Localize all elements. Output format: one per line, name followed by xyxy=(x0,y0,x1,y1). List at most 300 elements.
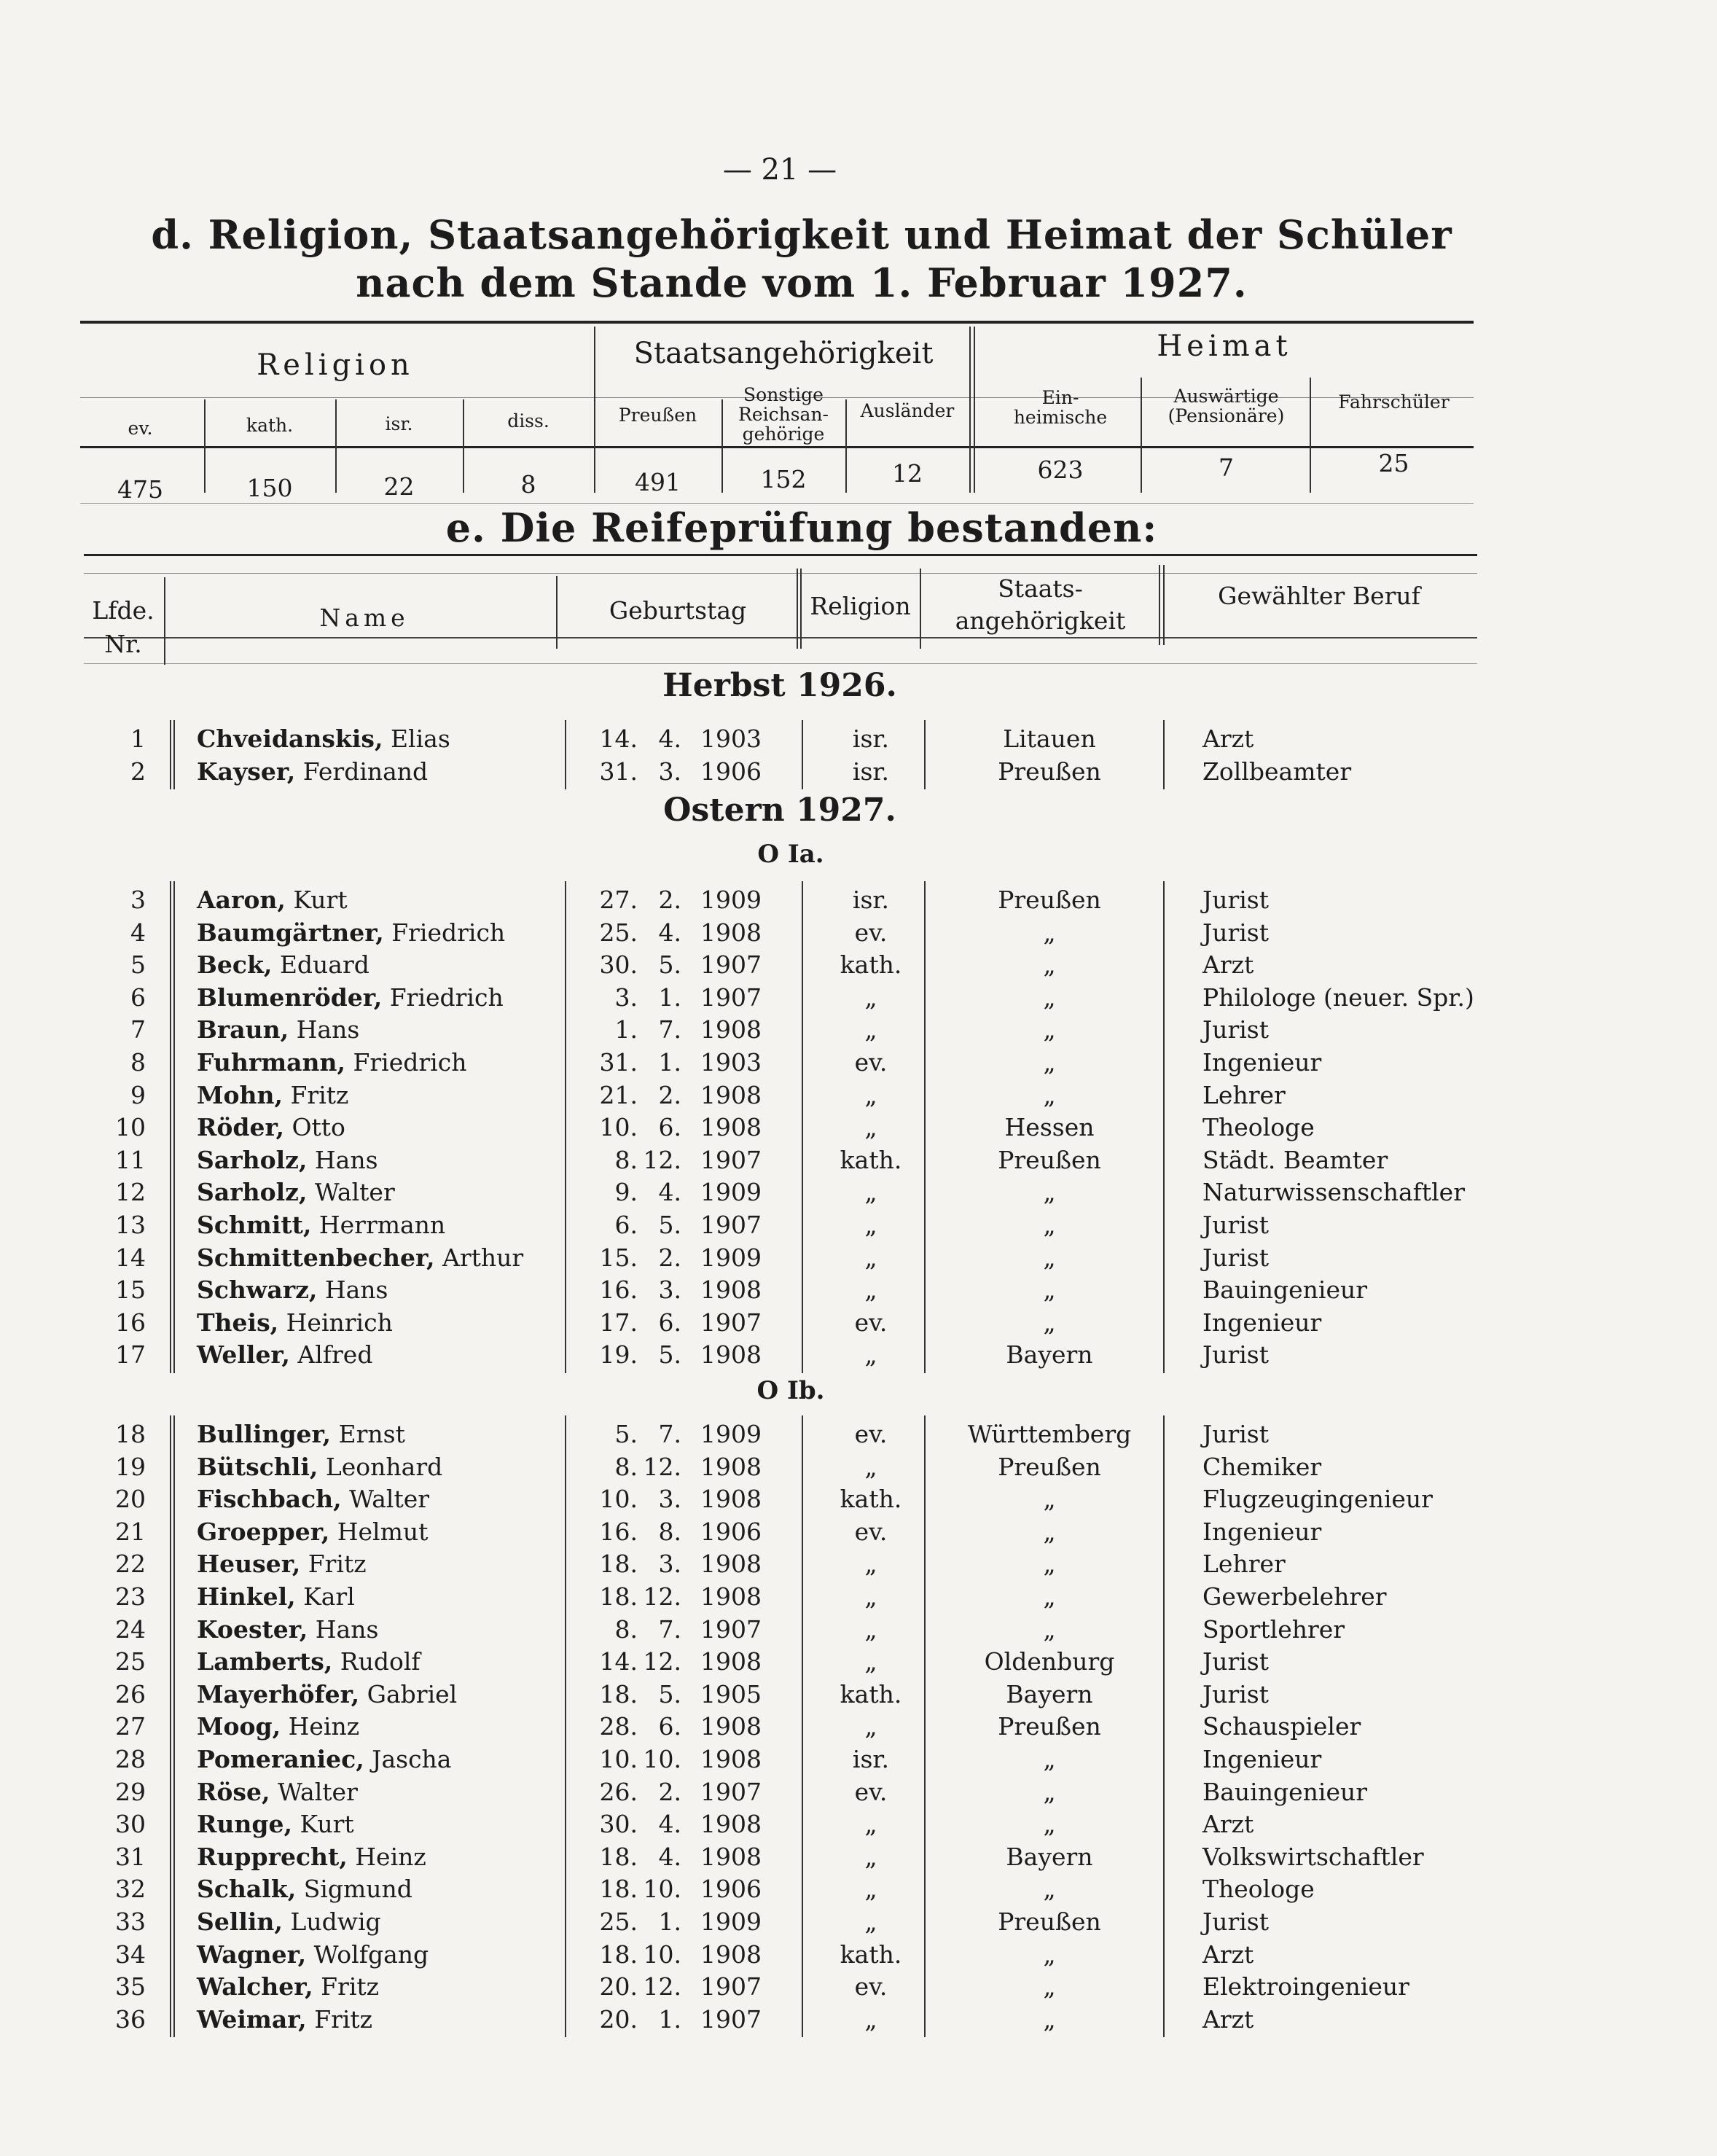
table-row xyxy=(0,1144,1717,1176)
student-given-name: Fritz xyxy=(308,1550,367,1579)
staatsangehoerigkeit: Preußen xyxy=(998,1145,1101,1174)
birth-day: 27. xyxy=(599,886,638,914)
religion: „ xyxy=(864,1810,877,1839)
birth-day: 26. xyxy=(599,1777,638,1806)
birth-month: 1. xyxy=(658,983,681,1012)
religion: ev. xyxy=(854,1517,888,1546)
student-name xyxy=(197,2004,372,2036)
gewaehlter-beruf: Gewerbelehrer xyxy=(1202,1582,1387,1611)
student-surname: Hinkel, xyxy=(197,1582,296,1611)
student-surname: Theis, xyxy=(197,1308,279,1337)
student-given-name: Hans xyxy=(315,1614,379,1644)
row-number: 8 xyxy=(130,1048,146,1077)
staatsangehoerigkeit: Hessen xyxy=(1004,1113,1095,1142)
religion: isr. xyxy=(852,1745,890,1773)
page-number: — 21 — xyxy=(722,153,837,187)
birth-date xyxy=(598,1808,794,1840)
student-given-name: Leonhard xyxy=(325,1452,443,1481)
student-surname: Lamberts, xyxy=(197,1647,333,1676)
birth-day: 30. xyxy=(599,950,638,980)
birth-month: 3. xyxy=(658,1276,681,1305)
table-d-divider xyxy=(204,399,206,493)
table-row xyxy=(0,1548,1717,1580)
birth-month: 8. xyxy=(658,1517,681,1546)
table-d-divider xyxy=(335,399,337,493)
birth-month: 10. xyxy=(643,1940,681,1969)
student-name xyxy=(197,1483,429,1515)
col-sonstige: Sonstige Reichsan-gehörige xyxy=(738,384,829,445)
birth-day: 10. xyxy=(599,1485,638,1514)
row-number: 24 xyxy=(115,1614,146,1644)
student-name xyxy=(197,723,450,755)
gewaehlter-beruf: Naturwissenschaftler xyxy=(1202,1178,1465,1207)
birth-day: 20. xyxy=(599,1972,638,2001)
staatsangehoerigkeit: Bayern xyxy=(1006,1679,1093,1708)
col-kath: kath. xyxy=(246,415,294,436)
student-given-name: Hans xyxy=(324,1276,388,1305)
student-surname: Fuhrmann, xyxy=(197,1048,345,1077)
group-religion: Religion xyxy=(257,348,414,382)
gewaehlter-beruf: Jurist xyxy=(1202,1679,1270,1708)
birth-day: 6. xyxy=(614,1211,638,1239)
religion: isr. xyxy=(852,886,890,914)
staatsangehoerigkeit: „ xyxy=(1043,1015,1056,1044)
birth-date xyxy=(598,917,794,949)
table-row xyxy=(0,1939,1717,1971)
student-given-name: Gabriel xyxy=(367,1679,458,1708)
student-name xyxy=(197,1516,428,1548)
row-number: 11 xyxy=(115,1145,146,1174)
religion: ev. xyxy=(854,1420,888,1448)
religion: „ xyxy=(864,1647,877,1676)
table-row xyxy=(0,1581,1717,1613)
row-number: 7 xyxy=(130,1015,146,1044)
student-name xyxy=(197,1176,395,1208)
religion: ev. xyxy=(854,918,888,947)
gewaehlter-beruf: Jurist xyxy=(1202,1907,1270,1936)
religion: „ xyxy=(864,1875,877,1904)
birth-date xyxy=(598,1971,794,2003)
table-row xyxy=(0,982,1717,1014)
table-d-divider xyxy=(969,327,971,493)
religion: „ xyxy=(864,1080,877,1109)
staatsangehoerigkeit: „ xyxy=(1043,1211,1056,1239)
gewaehlter-beruf: Theologe xyxy=(1202,1113,1315,1142)
religion: ev. xyxy=(854,1308,888,1337)
birth-year: 1908 xyxy=(700,1647,762,1676)
student-surname: Bütschli, xyxy=(197,1452,318,1481)
birth-date xyxy=(598,1144,794,1176)
birth-day: 31. xyxy=(599,1048,638,1077)
birth-month: 3. xyxy=(658,1485,681,1514)
birth-date xyxy=(598,2004,794,2036)
religion: kath. xyxy=(840,950,902,980)
birth-year: 1908 xyxy=(700,1080,762,1109)
student-surname: Mayerhöfer, xyxy=(197,1679,360,1708)
col-einheimische: Ein-heimische xyxy=(1013,387,1108,428)
table-d-header-rule xyxy=(80,446,1474,448)
birth-date xyxy=(598,1242,794,1274)
birth-day: 18. xyxy=(599,1842,638,1871)
birth-day: 8. xyxy=(614,1145,638,1174)
birth-year: 1907 xyxy=(700,2004,762,2034)
gewaehlter-beruf: Arzt xyxy=(1202,724,1254,753)
student-surname: Runge, xyxy=(197,1810,292,1839)
birth-month: 1. xyxy=(658,1048,681,1077)
birth-month: 1. xyxy=(658,2004,681,2034)
gewaehlter-beruf: Philologe (neuer. Spr.) xyxy=(1202,983,1474,1012)
table-row xyxy=(0,917,1717,949)
gewaehlter-beruf: Theologe xyxy=(1202,1875,1315,1904)
religion: „ xyxy=(864,1113,877,1142)
religion: „ xyxy=(864,1340,877,1370)
row-number: 18 xyxy=(115,1420,146,1448)
staatsangehoerigkeit: Preußen xyxy=(998,1712,1101,1741)
staatsangehoerigkeit: „ xyxy=(1043,1810,1056,1839)
row-number: 36 xyxy=(115,2004,146,2034)
value-sonstige: 152 xyxy=(760,465,807,493)
row-number: 35 xyxy=(115,1972,146,2001)
staatsangehoerigkeit: „ xyxy=(1043,1550,1056,1579)
student-name xyxy=(197,1873,412,1905)
row-number: 34 xyxy=(115,1940,146,1969)
student-surname: Beck, xyxy=(197,950,273,980)
table-row xyxy=(0,1307,1717,1339)
gewaehlter-beruf: Ingenieur xyxy=(1202,1745,1322,1773)
student-name xyxy=(197,1646,421,1678)
table-row xyxy=(0,1906,1717,1938)
birth-month: 7. xyxy=(658,1614,681,1644)
row-number: 2 xyxy=(130,757,146,786)
student-given-name: Friedrich xyxy=(353,1048,467,1077)
birth-month: 6. xyxy=(658,1712,681,1741)
student-surname: Walcher, xyxy=(197,1972,313,2001)
student-name xyxy=(197,1679,457,1711)
birth-day: 10. xyxy=(599,1745,638,1773)
birth-date xyxy=(598,723,794,755)
section-d-title-line1: d. Religion, Staatsangehörigkeit und Heimat der Schüler xyxy=(151,211,1452,258)
birth-date xyxy=(598,1307,794,1339)
religion: kath. xyxy=(840,1485,902,1514)
birth-month: 10. xyxy=(643,1875,681,1904)
student-surname: Heuser, xyxy=(197,1550,301,1579)
student-name xyxy=(197,1614,378,1646)
birth-day: 16. xyxy=(599,1276,638,1305)
col-beruf: Gewählter Beruf xyxy=(1218,582,1420,610)
table-row xyxy=(0,1079,1717,1112)
table-e-divider xyxy=(1159,565,1160,645)
student-surname: Blumenröder, xyxy=(197,983,383,1012)
student-name xyxy=(197,884,348,916)
birth-date xyxy=(598,1516,794,1548)
staatsangehoerigkeit: Preußen xyxy=(998,886,1101,914)
gewaehlter-beruf: Ingenieur xyxy=(1202,1308,1322,1337)
student-given-name: Hans xyxy=(296,1015,360,1044)
student-surname: Schalk, xyxy=(197,1875,297,1904)
student-name xyxy=(197,1808,354,1840)
table-row xyxy=(0,1418,1717,1450)
birth-year: 1906 xyxy=(700,1517,762,1546)
gewaehlter-beruf: Zollbeamter xyxy=(1202,757,1352,786)
student-surname: Schmitt, xyxy=(197,1211,312,1239)
birth-year: 1907 xyxy=(700,1777,762,1806)
table-e-top-rule xyxy=(84,554,1477,556)
birth-date xyxy=(598,1939,794,1971)
birth-date xyxy=(598,1079,794,1112)
birth-year: 1907 xyxy=(700,1211,762,1239)
section-e-title: e. Die Reifeprüfung bestanden: xyxy=(445,504,1158,551)
student-given-name: Helmut xyxy=(337,1517,429,1546)
birth-year: 1908 xyxy=(700,1582,762,1611)
birth-date xyxy=(598,1112,794,1144)
student-given-name: Otto xyxy=(292,1113,345,1142)
value-auswaertige: 7 xyxy=(1219,453,1234,482)
birth-day: 28. xyxy=(599,1712,638,1741)
student-given-name: Karl xyxy=(303,1582,355,1611)
col-staatsangehoerigkeit: Staats- angehörigkeit xyxy=(955,574,1126,635)
row-number: 12 xyxy=(115,1178,146,1207)
table-d-divider xyxy=(845,399,847,493)
religion: kath. xyxy=(840,1679,902,1708)
table-row xyxy=(0,1014,1717,1046)
staatsangehoerigkeit: „ xyxy=(1043,1178,1056,1207)
student-given-name: Walter xyxy=(349,1485,430,1514)
table-e-divider xyxy=(800,569,802,649)
student-surname: Wagner, xyxy=(197,1940,307,1969)
table-row xyxy=(0,1451,1717,1483)
table-row xyxy=(0,1841,1717,1873)
birth-year: 1908 xyxy=(700,1550,762,1579)
group-staatsangehoerigkeit: Staatsangehörigkeit xyxy=(633,337,934,370)
table-d-divider xyxy=(721,399,723,493)
staatsangehoerigkeit: Bayern xyxy=(1006,1842,1093,1871)
table-d-top-rule xyxy=(80,321,1474,324)
student-surname: Sellin, xyxy=(197,1907,283,1936)
birth-day: 18. xyxy=(599,1582,638,1611)
birth-month: 10. xyxy=(643,1745,681,1773)
col-preussen: Preußen xyxy=(618,405,697,426)
birth-day: 16. xyxy=(599,1517,638,1546)
student-given-name: Arthur xyxy=(442,1243,524,1272)
birth-year: 1908 xyxy=(700,918,762,947)
birth-date xyxy=(598,1209,794,1241)
student-surname: Aaron, xyxy=(197,886,286,914)
table-row xyxy=(0,1483,1717,1515)
birth-day: 30. xyxy=(599,1810,638,1839)
birth-day: 20. xyxy=(599,2004,638,2034)
birth-date xyxy=(598,1743,794,1776)
row-number: 4 xyxy=(130,918,146,947)
staatsangehoerigkeit: „ xyxy=(1043,1080,1056,1109)
gewaehlter-beruf: Volkswirtschaftler xyxy=(1202,1842,1424,1871)
student-name xyxy=(197,1144,378,1176)
table-row xyxy=(0,2004,1717,2036)
gewaehlter-beruf: Jurist xyxy=(1202,1211,1270,1239)
table-row xyxy=(0,949,1717,981)
religion: „ xyxy=(864,1582,877,1611)
student-name xyxy=(197,1079,348,1112)
student-given-name: Sigmund xyxy=(303,1875,412,1904)
group-heading: Herbst 1926. xyxy=(662,667,897,704)
value-ev: 475 xyxy=(117,475,163,504)
birth-day: 8. xyxy=(614,1614,638,1644)
religion: „ xyxy=(864,1614,877,1644)
student-surname: Groepper, xyxy=(197,1517,330,1546)
col-diss: diss. xyxy=(507,410,549,431)
staatsangehoerigkeit: „ xyxy=(1043,918,1056,947)
student-name xyxy=(197,1971,379,2003)
row-number: 9 xyxy=(130,1080,146,1109)
student-surname: Fischbach, xyxy=(197,1485,342,1514)
birth-year: 1909 xyxy=(700,1243,762,1272)
student-name xyxy=(197,1418,405,1450)
table-row xyxy=(0,1808,1717,1840)
birth-date xyxy=(598,1047,794,1079)
birth-date xyxy=(598,1581,794,1613)
gewaehlter-beruf: Ingenieur xyxy=(1202,1517,1322,1546)
birth-month: 5. xyxy=(658,950,681,980)
birth-date xyxy=(598,1418,794,1450)
birth-month: 5. xyxy=(658,1211,681,1239)
row-number: 32 xyxy=(115,1875,146,1904)
gewaehlter-beruf: Bauingenieur xyxy=(1202,1276,1368,1305)
student-given-name: Friedrich xyxy=(391,918,506,947)
religion: „ xyxy=(864,1452,877,1481)
birth-month: 4. xyxy=(658,1810,681,1839)
student-given-name: Rudolf xyxy=(340,1647,421,1676)
religion: ev. xyxy=(854,1048,888,1077)
staatsangehoerigkeit: „ xyxy=(1043,1875,1056,1904)
birth-day: 5. xyxy=(614,1420,638,1448)
staatsangehoerigkeit: Litauen xyxy=(1003,724,1096,753)
birth-year: 1908 xyxy=(700,1940,762,1969)
staatsangehoerigkeit: Oldenburg xyxy=(984,1647,1115,1676)
student-given-name: Elias xyxy=(390,724,450,753)
row-number: 10 xyxy=(115,1113,146,1142)
birth-date xyxy=(598,1679,794,1711)
gewaehlter-beruf: Elektroingenieur xyxy=(1202,1972,1409,2001)
birth-month: 6. xyxy=(658,1113,681,1142)
student-name xyxy=(197,1339,372,1371)
birth-year: 1906 xyxy=(700,757,762,786)
birth-year: 1908 xyxy=(700,1113,762,1142)
table-e-top-rule-thin xyxy=(84,573,1477,574)
birth-month: 12. xyxy=(643,1145,681,1174)
gewaehlter-beruf: Jurist xyxy=(1202,886,1270,914)
student-surname: Sarholz, xyxy=(197,1145,308,1174)
student-name xyxy=(197,1906,381,1938)
birth-date xyxy=(598,1906,794,1938)
gewaehlter-beruf: Schauspieler xyxy=(1202,1712,1361,1741)
gewaehlter-beruf: Chemiker xyxy=(1202,1452,1322,1481)
table-row xyxy=(0,1209,1717,1241)
student-surname: Bullinger, xyxy=(197,1420,332,1448)
student-name xyxy=(197,1776,358,1808)
birth-month: 2. xyxy=(658,886,681,914)
birth-month: 7. xyxy=(658,1015,681,1044)
birth-month: 12. xyxy=(643,1582,681,1611)
staatsangehoerigkeit: „ xyxy=(1043,983,1056,1012)
student-given-name: Ernst xyxy=(338,1420,405,1448)
birth-date xyxy=(598,1176,794,1208)
religion: „ xyxy=(864,1211,877,1239)
student-given-name: Heinz xyxy=(288,1712,360,1741)
table-row xyxy=(0,1614,1717,1646)
student-name xyxy=(197,1274,388,1306)
staatsangehoerigkeit: „ xyxy=(1043,1517,1056,1546)
religion: „ xyxy=(864,1015,877,1044)
table-row xyxy=(0,1646,1717,1678)
row-number: 29 xyxy=(115,1777,146,1806)
religion: „ xyxy=(864,1243,877,1272)
birth-year: 1907 xyxy=(700,983,762,1012)
staatsangehoerigkeit: „ xyxy=(1043,1614,1056,1644)
col-isr: isr. xyxy=(385,413,413,434)
value-auslaender: 12 xyxy=(892,459,923,488)
student-name xyxy=(197,1841,426,1873)
table-d-divider xyxy=(974,327,975,493)
table-e-divider xyxy=(920,569,921,649)
birth-year: 1908 xyxy=(700,1810,762,1839)
birth-date xyxy=(598,982,794,1014)
student-name xyxy=(197,1307,393,1339)
table-row xyxy=(0,723,1717,755)
value-kath: 150 xyxy=(246,474,293,502)
student-surname: Weimar, xyxy=(197,2004,307,2034)
gewaehlter-beruf: Arzt xyxy=(1202,950,1254,980)
religion: isr. xyxy=(852,757,890,786)
group-heading: Ostern 1927. xyxy=(663,792,896,829)
birth-date xyxy=(598,884,794,916)
birth-month: 12. xyxy=(643,1452,681,1481)
row-number: 31 xyxy=(115,1842,146,1871)
student-given-name: Friedrich xyxy=(389,983,504,1012)
birth-year: 1909 xyxy=(700,1907,762,1936)
religion: „ xyxy=(864,1276,877,1305)
birth-year: 1907 xyxy=(700,1145,762,1174)
birth-day: 8. xyxy=(614,1452,638,1481)
row-number: 13 xyxy=(115,1211,146,1239)
table-d-divider xyxy=(463,399,464,493)
staatsangehoerigkeit: „ xyxy=(1043,1940,1056,1969)
staatsangehoerigkeit: „ xyxy=(1043,1276,1056,1305)
birth-date xyxy=(598,1873,794,1905)
student-given-name: Walter xyxy=(314,1178,395,1207)
table-row xyxy=(0,1176,1717,1208)
section-d-title-line2: nach dem Stande vom 1. Februar 1927. xyxy=(356,259,1248,306)
birth-month: 7. xyxy=(658,1420,681,1448)
table-e-divider xyxy=(164,577,165,665)
gewaehlter-beruf: Lehrer xyxy=(1202,1080,1286,1109)
staatsangehoerigkeit: „ xyxy=(1043,1048,1056,1077)
table-row xyxy=(0,1339,1717,1371)
student-name xyxy=(197,1548,367,1580)
birth-day: 14. xyxy=(599,1647,638,1676)
staatsangehoerigkeit: „ xyxy=(1043,1308,1056,1337)
student-surname: Röder, xyxy=(197,1113,284,1142)
table-row xyxy=(0,884,1717,916)
student-given-name: Ludwig xyxy=(290,1907,381,1936)
birth-year: 1907 xyxy=(700,1614,762,1644)
gewaehlter-beruf: Flugzeugingenieur xyxy=(1202,1485,1433,1514)
birth-year: 1908 xyxy=(700,1712,762,1741)
table-d-divider xyxy=(1141,378,1142,493)
student-name xyxy=(197,982,504,1014)
gewaehlter-beruf: Ingenieur xyxy=(1202,1048,1322,1077)
gewaehlter-beruf: Lehrer xyxy=(1202,1550,1286,1579)
student-given-name: Kurt xyxy=(300,1810,354,1839)
birth-year: 1908 xyxy=(700,1745,762,1773)
